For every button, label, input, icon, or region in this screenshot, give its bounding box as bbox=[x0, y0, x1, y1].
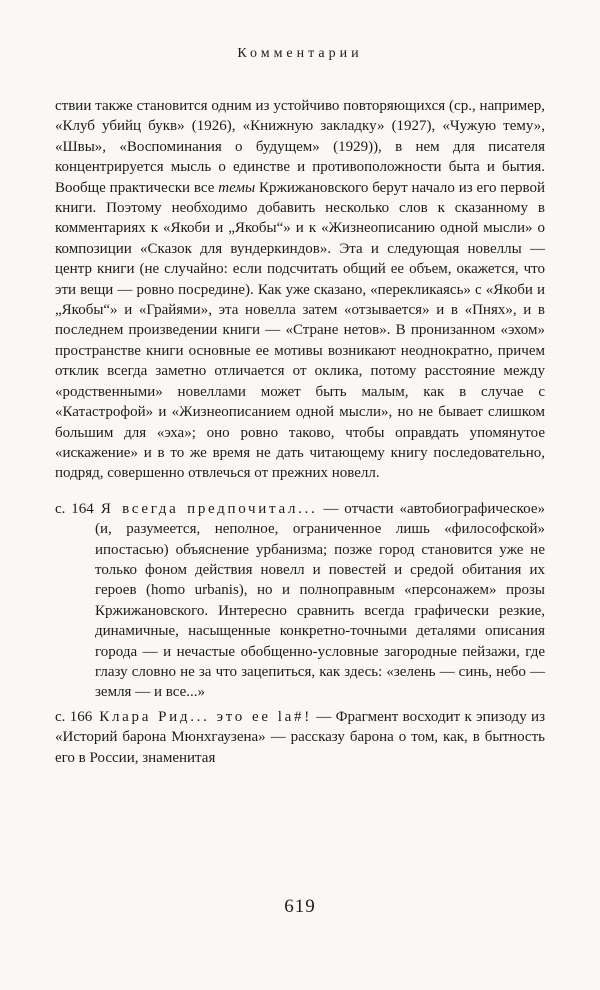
paragraph-italic-word: темы bbox=[218, 179, 256, 196]
entry-text: — Фрагмент восходит к эпизоду из «Историй барона Мюнхгаузена» — рассказу барона о том, как, в бытность его в России, знаменитая bbox=[55, 708, 545, 766]
entry-text: — отчасти «автобиографическое» (и, разумеется, неполное, ограниченное лишь «философской» ипостасью) объяснение урбанизма; позже город становится уже не только фоном действия новелл и повестей и средой обитания их героев (homo urbanis), но и полноправным «персонажем» прозы Кржижановского. Интересно сравнить всегда графически резкие, динамичные, насыщенные конкретно-точными деталями описания города — и нечастые обобщенно-условные загородные пейзажи, где глазу словно не за что зацепиться, как здесь: «зелень — синь, небо — земля — и все...» bbox=[95, 500, 545, 701]
commentary-paragraph bbox=[55, 96, 545, 484]
page-ref: с. 164 bbox=[55, 500, 94, 517]
running-head: Комментарии bbox=[237, 46, 363, 61]
paragraph-text-after-italic: Кржижановского берут начало из его первой книги. Поэтому необходимо добавить несколько слов к сказанному в комментариях к «Якоби и „Якобы“» и к «Жизнеописанию одной мысли» о композиции «Сказок для вундеркиндов». Эта и следующая новеллы — центр книги (не случайно: если подсчитать общий ее объем, окажется, что эти вещи — ровно посредине). Как уже сказано, «перекликаясь» с «Якоби и „Якобы“» и «Грайями», эта новелла затем «отзывается» и в «Пнях», и в последнем произведении книги — «Стране нетов». В пронизанном «эхом» пространстве книги основные ее мотивы возникают неоднократно, причем отклик всегда заметно отличается от оклика, потому расстояние между «родственными» новеллами может быть малым, как в случае с «Катастрофой» и «Жизнеописанием одной мысли», но не бывает слишком большим для «эха»; оно ровно таково, чтобы оправдать упомянутое «искажение» и в то же время не дать читающему книгу последовательно, подряд, совершенно отвлечься от прежних новелл. bbox=[55, 179, 545, 482]
commentary-entry-164 bbox=[55, 499, 545, 703]
paragraph-text-before-italic: ствии также становится одним из устойчиво повторяющихся (ср., например, «Клуб убийц букв» (1926), «Книжную закладку» (1927), «Чужую тему», «Швы», «Воспоминания о будущем» (1929)), в нем для писателя концентрируется мысль о единстве и противоположности быта и бытия. Вообще практически все bbox=[55, 98, 545, 196]
page-number: 619 bbox=[284, 896, 316, 917]
entry-term: Клара Рид... это ее la#! bbox=[99, 708, 312, 725]
commentary-entry-166 bbox=[55, 707, 545, 768]
entry-term: Я всегда предпочитал... bbox=[100, 500, 318, 517]
page-ref: с. 166 bbox=[55, 708, 93, 725]
